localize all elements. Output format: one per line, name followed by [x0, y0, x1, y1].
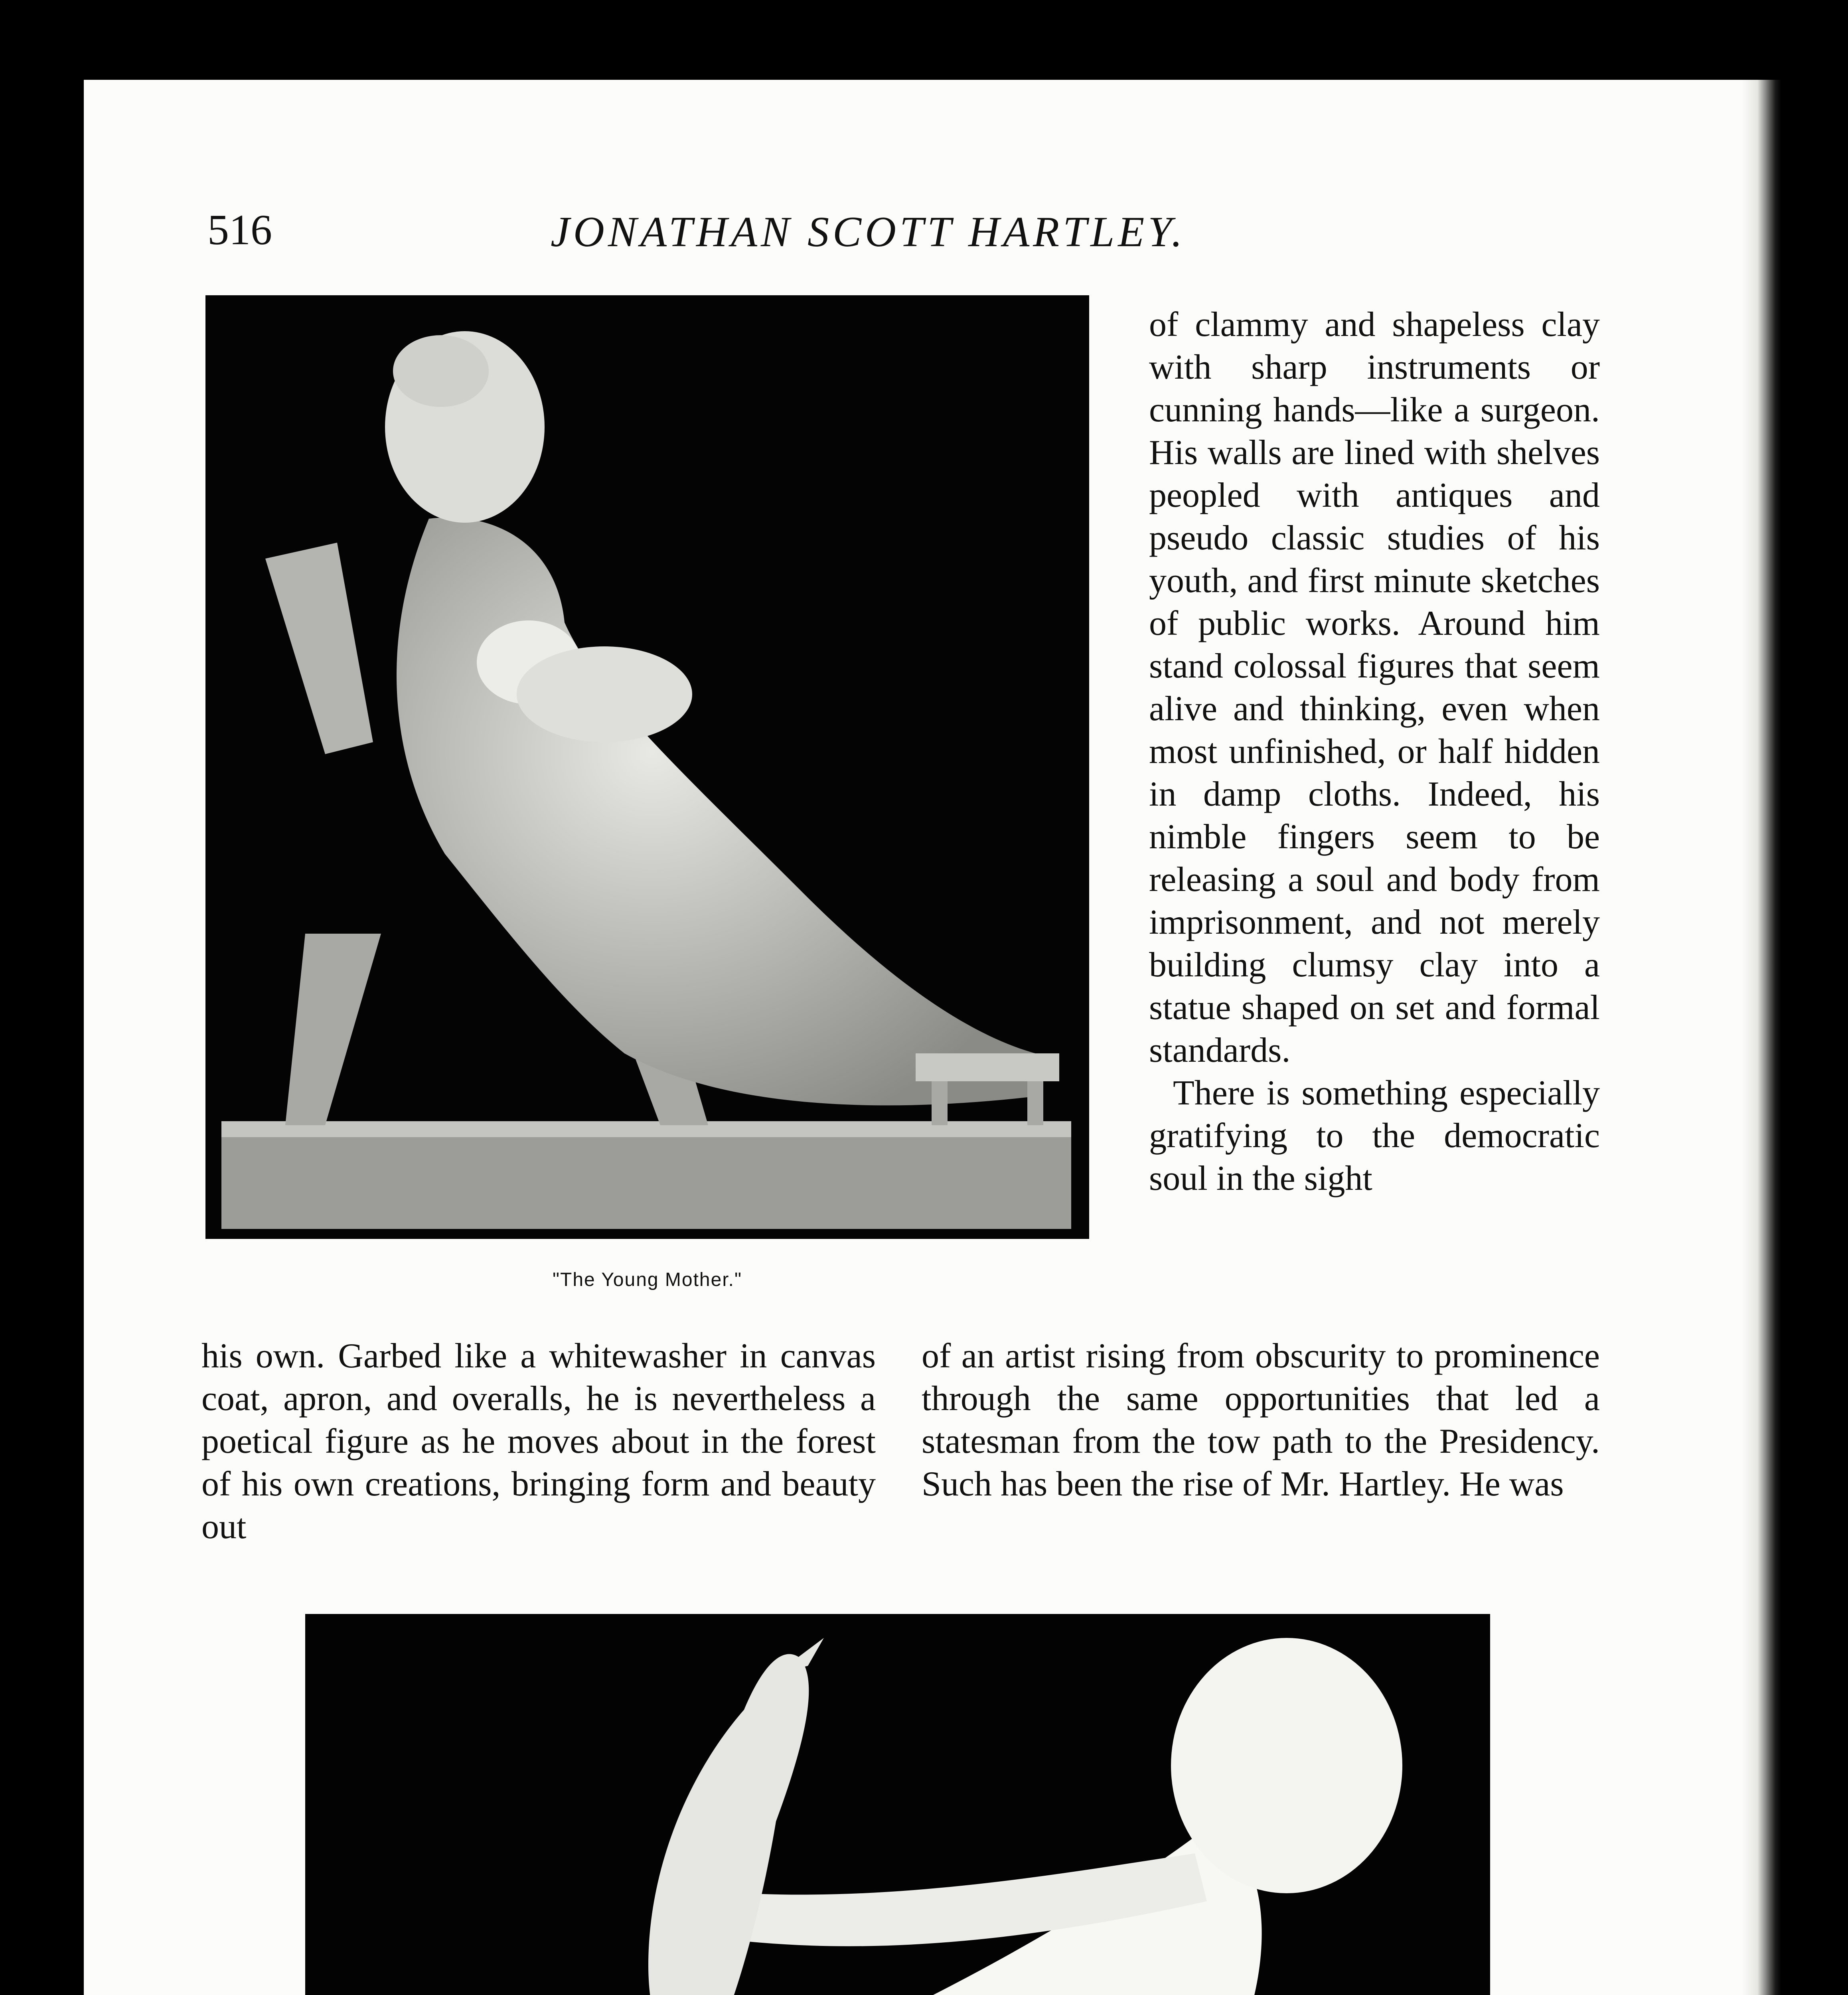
paragraph: of clammy and shapeless clay with sharp instruments or cunning hands—like a surgeon. His walls are lined with shelves peopled with antiques and pseudo classic studies of his youth, and first minute sketches of public works. Around him stand colossal figures that seem alive and thinking, even when most unfinished, or half hidden in damp cloths. Indeed, his nimble fingers seem to be releasing a soul and body from imprisonment, and not merely building clumsy clay into a statue shaped on set and formal standards.	[1149, 305, 1600, 1070]
right-column-text	[1149, 303, 1600, 1200]
young-mother-photo	[205, 295, 1089, 1239]
boy-with-rabbit-photo	[305, 1614, 1490, 1995]
paragraph: There is something especially gratifying to the democratic soul in the sight	[1149, 1074, 1600, 1198]
running-title: JONATHAN SCOTT HARTLEY.	[551, 208, 1186, 256]
book-gutter	[1741, 80, 1781, 1995]
young-mother-caption: "The Young Mother."	[552, 1269, 742, 1290]
page-number: 516	[207, 206, 272, 254]
lower-right-column-text: of an artist rising from obscurity to prominence through the same opportunities that led a statesman from the tow path to the Presidency. Such has been the rise of Mr. Hartley. He was	[922, 1337, 1600, 1503]
lower-left-column-text: his own. Garbed like a whitewasher in canvas coat, apron, and overalls, he is nevertheless a poetical figure as he moves about in the forest of his own creations, bringing form and beauty out	[201, 1337, 876, 1546]
